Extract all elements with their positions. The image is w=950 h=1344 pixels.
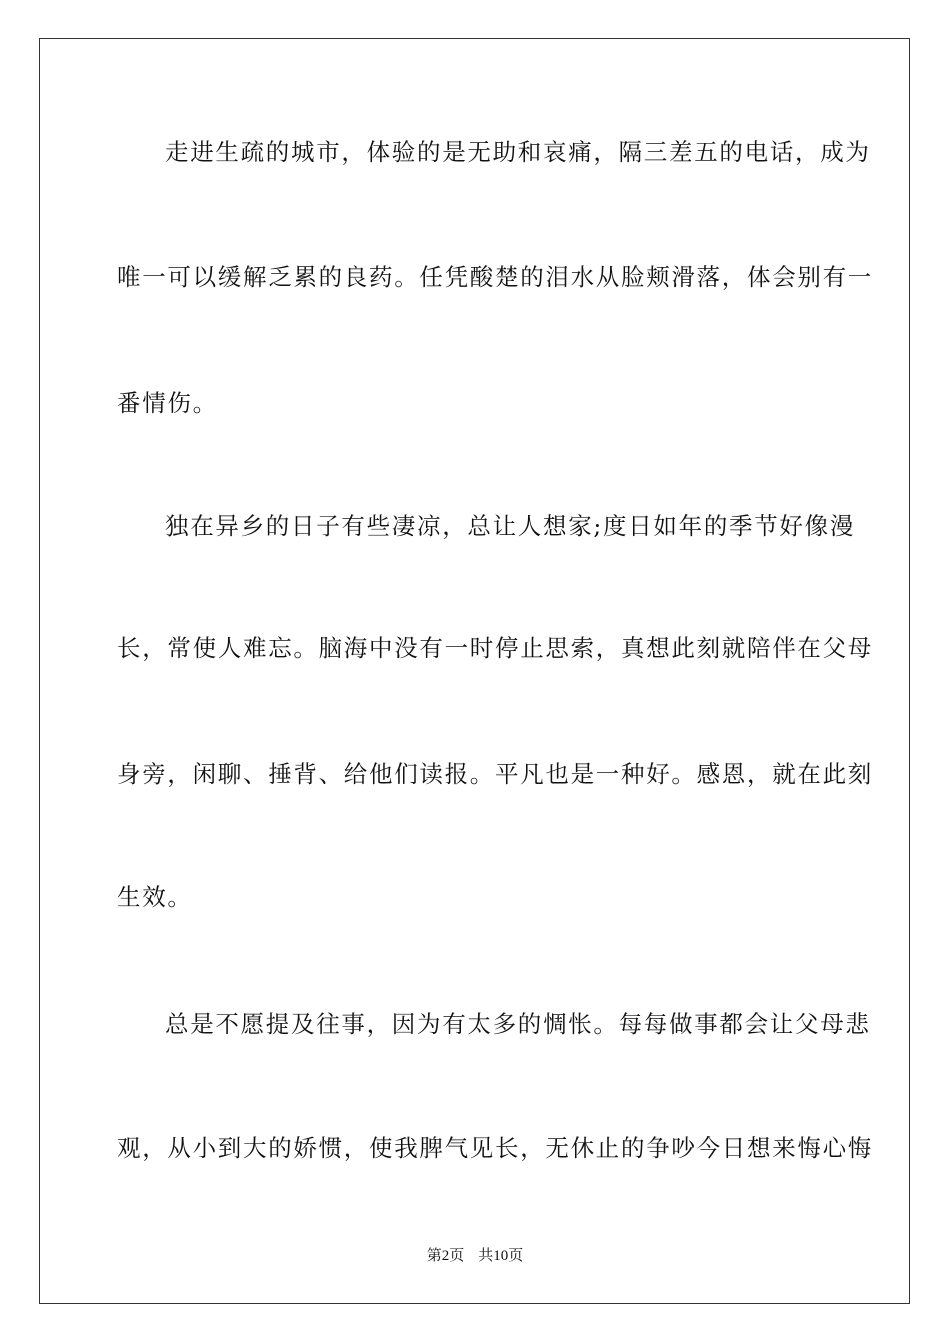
- paragraph-2-line-2: 长，常使人难忘。脑海中没有一时停止思索，真想此刻就陪伴在父母: [117, 634, 873, 662]
- paragraph-1-line-1: 走进生疏的城市，体验的是无助和哀痛，隔三差五的电话，成为: [165, 138, 871, 166]
- total-page-count: 共10页: [478, 1248, 524, 1264]
- page-footer: [0, 1246, 950, 1266]
- paragraph-3-line-1: 总是不愿提及往事，因为有太多的惆怅。每每做事都会让父母悲: [165, 1010, 871, 1038]
- page-border: [39, 38, 910, 1304]
- paragraph-3-line-2: 观，从小到大的娇惯，使我脾气见长，无休止的争吵今日想来悔心悔: [117, 1134, 873, 1162]
- paragraph-1-line-2: 唯一可以缓解乏累的良药。任凭酸楚的泪水从脸颊滑落，体会别有一: [117, 263, 873, 291]
- paragraph-2-line-3: 身旁，闲聊、捶背、给他们读报。平凡也是一种好。感恩，就在此刻: [117, 760, 873, 788]
- paragraph-2-line-1: 独在异乡的日子有些凄凉，总让人想家;度日如年的季节好像漫: [165, 512, 856, 540]
- current-page-number: 第2页: [426, 1248, 465, 1264]
- paragraph-2-line-4: 生效。: [117, 883, 193, 911]
- paragraph-1-line-3: 番情伤。: [117, 389, 218, 417]
